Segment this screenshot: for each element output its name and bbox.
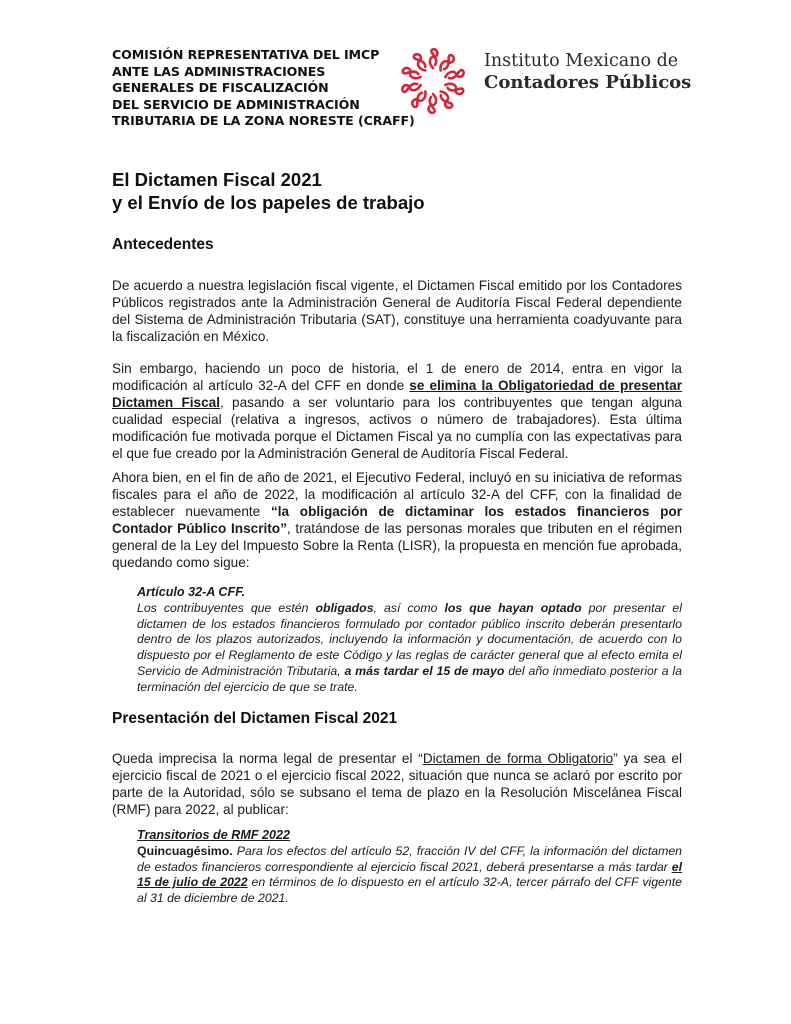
legal-quote-art-32a (137, 585, 682, 696)
quote-emphasis: a más tardar el 15 de mayo (344, 663, 505, 678)
paragraph-text: Queda imprecisa la norma legal de presentar el “ (112, 751, 423, 766)
title-line-1: El Dictamen Fiscal 2021 (112, 169, 322, 190)
logo-line-2: Contadores Públicos (484, 72, 692, 93)
quote-emphasis: el 15 de julio de 2022 (137, 859, 682, 890)
commission-line: COMISIÓN REPRESENTATIVA DEL IMCP (112, 47, 380, 62)
quote-emphasis: los que hayan optado (444, 600, 582, 615)
paragraph (112, 360, 682, 462)
paragraph-text: Ahora bien, en el fin de año de 2021, el Ejecutivo Federal, incluyó en su iniciativa de reformas fiscales para el año de 2022, la modificación al artículo 32-A del CFF, con la finalidad de establecer nuevamente (112, 470, 682, 519)
quote-text: , así como (373, 600, 445, 615)
paragraph (112, 469, 682, 571)
quote-title: Artículo 32-A CFF. (137, 585, 245, 599)
paragraph-text: , tratándose de las personas morales que tributen en el régimen general de la Ley del Impuesto Sobre la Renta (LISR), la propuesta en mención fue aprobada, quedando como sigue: (112, 521, 683, 570)
emphasis-text: “la obligación de dictaminar los estados financieros por Contador Público Inscrito” (112, 504, 683, 536)
underlined-text: Dictamen de forma Obligatorio (422, 751, 614, 766)
quote-text: del año inmediato posterior a la terminación del ejercicio de que se trate. (137, 663, 683, 694)
quote-emphasis: Quincuagésimo. (137, 843, 233, 858)
commission-line: ANTE LAS ADMINISTRACIONES (112, 63, 326, 79)
document-title (112, 168, 682, 214)
letterhead (112, 47, 702, 137)
paragraph (112, 750, 682, 818)
quote-text: por presentar el dictamen de los estados financieros formulado por contador público inscrito deberán presentarlo dentro de los plazos autorizados, incluyendo la información y documentación, de acuerdo con lo dispuesto por el Reglamento de este Código y las reglas de carácter general que al efecto emita el Servicio de Administración Tributaria, (137, 600, 683, 678)
section-heading-presentacion: Presentación del Dictamen Fiscal 2021 (112, 710, 398, 727)
section-heading-antecedentes: Antecedentes (112, 236, 214, 253)
quote-body (137, 601, 682, 696)
title-line-2: y el Envío de los papeles de trabajo (112, 192, 425, 213)
paragraph-text: Sin embargo, haciendo un poco de historia, el 1 de enero de 2014, entra en vigor la modificación al artículo 32-A del CFF en donde (112, 361, 682, 393)
commission-name (112, 47, 415, 130)
quote-text: Para los efectos del artículo 52, fracción IV del CFF, la información del dictamen de estados financieros correspondiente al ejercicio fiscal 2021, deberá presentarse a más tardar (137, 843, 682, 874)
imcp-ribbon-logo-icon (397, 47, 469, 115)
quote-title: Transitorios de RMF 2022 (137, 828, 291, 842)
commission-line: GENERALES DE FISCALIZACIÓN (112, 80, 329, 96)
paragraph-text: , pasando a ser voluntario para los contribuyentes que tengan alguna cualidad especial (relativa a ingresos, activos o número de trabajadores). Esta última modificación fue motivada porque el Dictamen Fiscal ya no cumplía con las expectativas para el que fue creado por la Administración General de Auditoría Fiscal Federal. (112, 395, 682, 461)
commission-line: TRIBUTARIA DE LA ZONA NORESTE (CRAFF) (112, 113, 415, 129)
quote-emphasis: obligados (315, 600, 374, 615)
paragraph-text: ” ya sea el ejercicio fiscal de 2021 o el ejercicio fiscal 2022, situación que nunca se aclaró por escrito por parte de la Autoridad, sólo se subsano el tema de plazo en la Resolución Miscelánea Fiscal (RMF) para 2022, al publicar: (112, 751, 682, 817)
quote-text: en términos de lo dispuesto en el artículo 32-A, tercer párrafo del CFF vigente al 31 de diciembre de 2021. (137, 875, 682, 906)
quote-text: Los contribuyentes que estén (137, 600, 316, 615)
imcp-logo-wordmark (484, 51, 691, 93)
commission-line: DEL SERVICIO DE ADMINISTRACIÓN (112, 96, 360, 112)
quote-body (137, 844, 682, 907)
legal-quote-rmf-2022 (137, 828, 682, 907)
paragraph: De acuerdo a nuestra legislación fiscal vigente, el Dictamen Fiscal emitido por los Contadores Públicos registrados ante la Administración General de Auditoría Fiscal Federal dependiente del Sistema de Administración Tributaria (SAT), constituye una herramienta coadyuvante para la fiscalización en México. (112, 278, 682, 344)
emphasis-text: se elimina la Obligatoriedad de presentar Dictamen Fiscal (112, 378, 682, 410)
logo-line-1: Instituto Mexicano de (484, 51, 679, 71)
